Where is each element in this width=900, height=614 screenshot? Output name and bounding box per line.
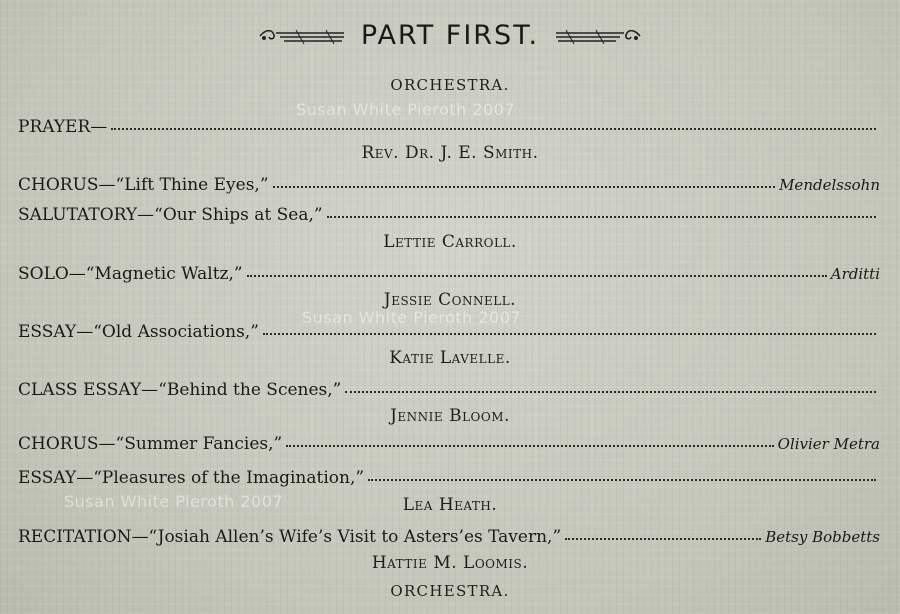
performer-name: Jennie Bloom. (390, 406, 510, 426)
program-item (18, 527, 880, 547)
item-title: ESSAY—“Pleasures of the Imagination,” (18, 468, 365, 488)
closing-orchestra: ORCHESTRA. (390, 582, 510, 600)
item-title: ESSAY—“Old Associations,” (18, 322, 259, 342)
program-item (18, 468, 880, 488)
dot-leader (111, 124, 876, 130)
program-item (18, 175, 880, 195)
right-flourish-ornament (552, 25, 644, 47)
item-title: SALUTATORY—“Our Ships at Sea,” (18, 205, 323, 225)
dot-leader (327, 212, 876, 218)
item-title: CHORUS—“Summer Fancies,” (18, 434, 283, 454)
dot-leader (247, 271, 827, 277)
dot-leader (273, 182, 776, 188)
program-item (18, 205, 880, 225)
program-item (18, 434, 880, 454)
program-header (0, 20, 900, 51)
performer-name: Lea Heath. (402, 495, 498, 515)
composer-name: Olivier Metra (777, 435, 880, 453)
watermark: Susan White Pieroth 2007 (302, 308, 522, 327)
composer-name: Mendelssohn (779, 176, 880, 194)
performer-name: Hattie M. Loomis. (371, 553, 529, 573)
program-item (18, 322, 880, 342)
item-title: CHORUS—“Lift Thine Eyes,” (18, 175, 269, 195)
item-title: SOLO—“Magnetic Waltz,” (18, 264, 243, 284)
performer-name: Jessie Connell. (383, 290, 517, 310)
dot-leader (345, 387, 876, 393)
performer-name: Rev. Dr. J. E. Smith. (361, 143, 539, 163)
composer-name: Betsy Bobbetts (765, 528, 880, 546)
dot-leader (263, 329, 876, 335)
dot-leader (368, 475, 876, 481)
program-item (18, 264, 880, 284)
item-title: PRAYER— (18, 117, 108, 137)
dot-leader (565, 534, 761, 540)
watermark: Susan White Pieroth 2007 (296, 100, 516, 119)
page-title: PART FIRST. (360, 20, 540, 51)
left-flourish-ornament (256, 25, 348, 47)
performer-name: Katie Lavelle. (389, 348, 511, 368)
program-item (18, 117, 880, 137)
item-title: CLASS ESSAY—“Behind the Scenes,” (18, 380, 342, 400)
watermark: Susan White Pieroth 2007 (64, 492, 284, 511)
opening-orchestra: ORCHESTRA. (390, 76, 510, 94)
performer-name: Lettie Carroll. (383, 232, 517, 252)
dot-leader (286, 441, 773, 447)
item-title: RECITATION—“Josiah Allen’s Wife’s Visit to Asters’es Tavern,” (18, 527, 562, 547)
composer-name: Arditti (830, 265, 880, 283)
program-item (18, 380, 880, 400)
